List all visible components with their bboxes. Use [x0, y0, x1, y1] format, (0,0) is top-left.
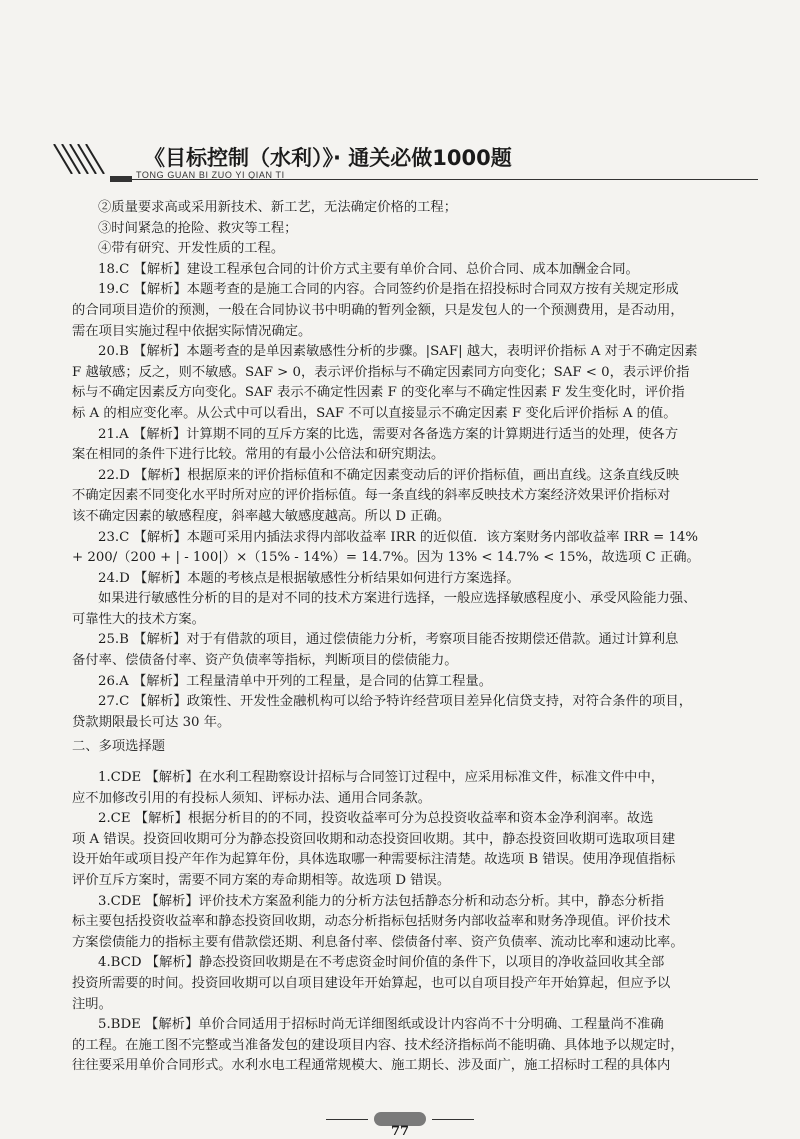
- text-line: 标与不确定因素反方向变化。SAF 表示不确定性因素 F 的变化率与不确定性因素 F 发生变化时，评价指: [72, 385, 685, 401]
- text-line: 注明。: [72, 996, 112, 1012]
- multi-answer-3: 3.CDE 【解析】评价技术方案盈利能力的分析方法包括静态分析和动态分析。其中，静态分析指: [98, 893, 665, 909]
- multi-answer-2: 2.CE 【解析】根据分析目的的不同，投资收益率可分为总投资收益率和资本金净利润率。故选: [98, 811, 654, 827]
- answer-content: [72, 198, 720, 1077]
- text-line: ③时间紧急的抢险、救灾等工程；: [98, 220, 298, 236]
- text-line: 标主要包括投资收益率和静态投资回收期，动态分析指标包括财务内部收益率和财务净现值。评价技术: [72, 914, 671, 930]
- footer-rule-right: [432, 1119, 474, 1120]
- answer-19: 19.C 【解析】本题考查的是施工合同的内容。合同签约价是指在招投标时合同双方按有关规定形成: [98, 282, 679, 298]
- text-line: 案在相同的条件下进行比较。常用的有最小公倍法和研究期法。: [72, 447, 445, 463]
- text-line: 的工程。在施工图不完整或当准备发包的建设项目内容、技术经济指标尚不能明确、具体地予以规定时，: [72, 1037, 684, 1053]
- header-hatch-decoration: [50, 144, 110, 174]
- footer-rule-left: [326, 1119, 368, 1120]
- text-line: 贷款期限最长可达 30 年。: [72, 714, 231, 730]
- multi-answer-1: 1.CDE 【解析】在水利工程勘察设计招标与合同签订过程中，应采用标准文件，标准文件中中，: [98, 770, 665, 786]
- text-line: 可靠性大的技术方案。: [72, 611, 205, 627]
- text-line: + 200/（200 + | - 100|）×（15% - 14%）= 14.7%。因为 13% < 14.7% < 15%，故选项 C 正确。: [72, 550, 700, 566]
- page-footer: [320, 1110, 480, 1139]
- answer-24: 24.D 【解析】本题的考核点是根据敏感性分析结果如何进行方案选择。: [98, 570, 520, 586]
- answer-18: 18.C 【解析】建设工程承包合同的计价方式主要有单价合同、总价合同、成本加酬金合同。: [98, 261, 639, 277]
- text-line: 应不加修改引用的有投标人须知、评标办法、通用合同条款。: [72, 790, 432, 806]
- text-line: 该不确定因素的敏感程度，斜率越大敏感度越高。所以 D 正确。: [72, 508, 451, 524]
- page-number: 77: [390, 1124, 410, 1139]
- text-line: 评价互斥方案时，需要不同方案的寿命期相等。故选项 D 错误。: [72, 873, 451, 888]
- answer-25: 25.B 【解析】对于有借款的项目，通过偿债能力分析，考察项目能否按期偿还借款。通过计算利息: [98, 632, 679, 648]
- section-title: 二、多项选择题: [72, 739, 166, 755]
- text-line: 备付率、偿债备付率、资产负债率等指标，判断项目的偿债能力。: [72, 653, 458, 669]
- text-line: 往往要采用单价合同形式。水利水电工程通常规模大、施工期长、涉及面广，施工招标时工程的具体内: [72, 1058, 671, 1074]
- text-line: 投资所需要的时间。投资回收期可以自项目建设年开始算起，也可以自项目投产年开始算起，但应予以: [72, 975, 671, 991]
- multi-answer-5: 5.BDE 【解析】单价合同适用于招标时尚无详细图纸或设计内容尚不十分明确、工程量尚不准确: [98, 1017, 664, 1033]
- running-header: [40, 138, 760, 190]
- text-line: ②质量要求高或采用新技术、新工艺，无法确定价格的工程；: [98, 200, 458, 215]
- header-title: 《目标控制（水利）》· 通关必做1000题: [144, 146, 512, 170]
- text-line: 标 A 的相应变化率。从公式中可以看出，SAF 不可以直接显示不确定因素 F 变化后评价指标 A 的值。: [72, 405, 677, 421]
- text-line: F 越敏感；反之，则不敏感。SAF > 0，表示评价指标与不确定因素同方向变化；SAF < 0，表示评价指: [72, 364, 690, 380]
- text-line: 方案偿债能力的指标主要有借款偿还期、利息备付率、偿债备付率、资产负债率、流动比率和速动比率。: [72, 934, 684, 950]
- text-line: 如果进行敏感性分析的目的是对不同的技术方案进行选择，一般应选择敏感程度小、承受风险能力强、: [98, 591, 697, 607]
- text-line: 需在项目实施过程中依据实际情况确定。: [72, 323, 312, 339]
- answer-21: 21.A 【解析】计算期不同的互斥方案的比选，需要对各备选方案的计算期进行适当的处理，使各方: [98, 426, 679, 442]
- header-subtitle: TONG GUAN BI ZUO YI QIAN TI: [136, 170, 285, 180]
- text-line: ④带有研究、开发性质的工程。: [98, 241, 285, 257]
- answer-26: 26.A 【解析】工程量清单中开列的工程量，是合同的估算工程量。: [98, 673, 492, 689]
- text-line: 的合同项目造价的预测，一般在合同协议书中明确的暂列金额，只是发包人的一个预测费用，是否动用，: [72, 302, 684, 318]
- text-line: 不确定因素不同变化水平时所对应的评价指标值。每一条直线的斜率反映技术方案经济效果评价指标对: [72, 488, 671, 504]
- multi-answer-4: 4.BCD 【解析】静态投资回收期是在不考虑资金时间价值的条件下，以项目的净收益回收其全部: [98, 955, 665, 971]
- answer-20: 20.B 【解析】本题考查的是单因素敏感性分析的步骤。|SAF| 越大，表明评价指标 A 对于不确定因素: [98, 344, 698, 360]
- answer-23: 23.C 【解析】本题可采用内插法求得内部收益率 IRR 的近似值．该方案财务内部收益率 IRR = 14%: [98, 529, 699, 545]
- section-spacer: [72, 758, 720, 768]
- text-line: 项 A 错误。投资回收期可分为静态投资回收期和动态投资回收期。其中，静态投资回收期可选取项目建: [72, 831, 676, 847]
- answer-27: 27.C 【解析】政策性、开发性金融机构可以给予特许经营项目差异化信贷支持，对符合条件的项目，: [98, 694, 693, 710]
- text-line: 设开始年或项目投产年作为起算年份，具体选取哪一种需要标注清楚。故选项 B 错误。使用净现值指标: [72, 852, 676, 868]
- answer-22: 22.D 【解析】根据原来的评价指标值和不确定因素变动后的评价指标值，画出直线。这条直线反映: [98, 467, 680, 483]
